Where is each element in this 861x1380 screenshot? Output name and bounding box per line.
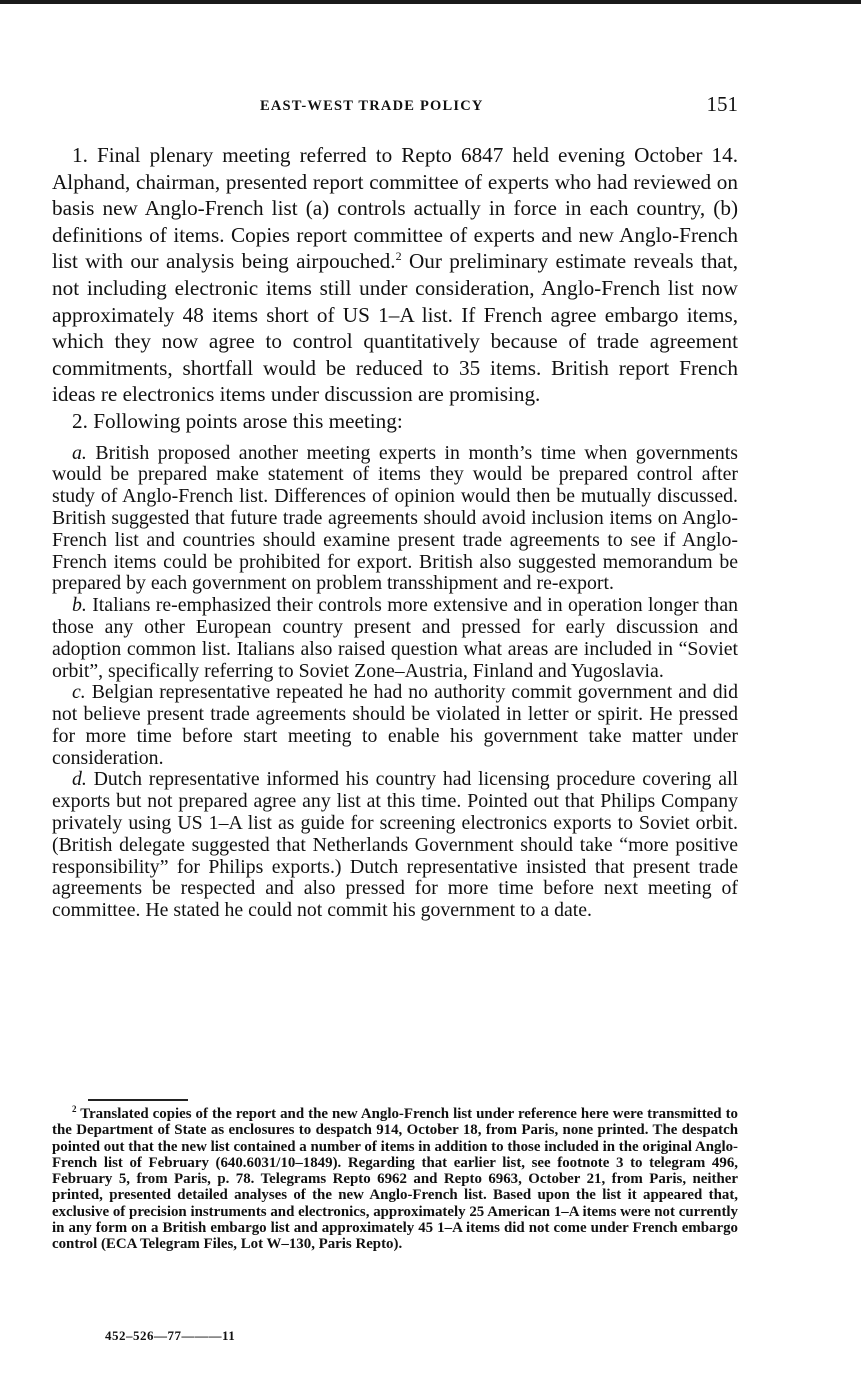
footnote [52, 1106, 738, 1253]
paragraph-1-text: 1. Final plenary meeting referred to Repto 6847 held evening October 14. Alphand, chairman, presented report committee of experts who had reviewed on basis new Anglo-French list (a) controls actually in force in each country, (b) definitions of items. Copies report committee of experts and new Anglo-French list with our analysis being airpouched. [52, 143, 738, 274]
point-a-letter: a. [72, 441, 87, 464]
footnote-divider [88, 1099, 188, 1101]
point-b-letter: b. [72, 594, 87, 617]
paragraph-2: 2. Following points arose this meeting: [72, 408, 403, 433]
top-edge-rule [0, 0, 861, 4]
paragraph-1 [52, 142, 738, 408]
paragraph-1-continued: Our preliminary estimate reveals that, not including electronic items still under consideration, Anglo-French list now approximately 48 items short of US 1–A list. If French agree embargo items, which they now agree to control quantitatively because of trade agreement commitments, shortfall would be reduced to 35 items. British report French ideas re electronics items under discussion are promising. [52, 249, 738, 407]
print-code: 452–526—77———11 [105, 1328, 236, 1343]
footnote-text: Translated copies of the report and the new Anglo-French list under reference here were transmitted to the Department of State as enclosures to despatch 914, October 18, from Paris, none printed. The despatch pointed out that the new list contained a number of items in addition to those included in the original Anglo-French list of February (640.6031/10–1849). Regarding that earlier list, see footnote 3 to telegram 496, February 5, from Paris, p. 78. Telegrams Repto 6962 and Repto 6963, October 21, from Paris, neither printed, presented detailed analyses of the new Anglo-French list. Based upon the list it appeared that, exclusive of precision instruments and electronics, approximately 25 American 1–A items were not currently in any form on a British embargo list and approximately 45 1–A items did not come under French embargo control (ECA Telegram Files, Lot W–130, Paris Repto). [52, 1106, 738, 1253]
running-head [52, 92, 738, 122]
main-text [52, 142, 738, 922]
running-title: EAST-WEST TRADE POLICY [260, 98, 484, 114]
point-a-text: British proposed another meeting experts in month’s time when governments would be prepared make statement of items they would be prepared control after study of Anglo-French list. Differences of opinion would then be mutually discussed. British suggested that future trade agreements should avoid inclusion items on Anglo-French list and countries should examine present trade agreements to see if Anglo-French items could be prohibited for export. British also suggested memorandum be prepared by each government on problem transshipment and re-export. [52, 441, 738, 595]
point-d-text: Dutch representative informed his country had licensing procedure covering all exports but not prepared agree any list at this time. Pointed out that Philips Company privately using US 1–A list as guide for screening electronics exports to Soviet orbit. (British delegate suggested that Netherlands Government should take “more positive responsibility” for Philips exports.) Dutch representative insisted that present trade agreements be respected and also pressed for more time before next meeting of committee. He stated he could not commit his government to a date. [52, 768, 738, 922]
point-c-text: Belgian representative repeated he had no authority commit government and did not believe present trade agreements should be violated in letter or spirit. He pressed for more time before start meeting to enable his government take matter under consideration. [52, 681, 738, 769]
point-c [52, 682, 738, 769]
point-d [52, 769, 738, 922]
footnote-reference: 2 [395, 249, 402, 264]
page-number: 151 [706, 92, 738, 116]
point-c-letter: c. [72, 681, 86, 704]
point-a [52, 443, 738, 596]
point-b-text: Italians re-emphasized their controls more extensive and in operation longer than those any other European country present and pressed for early discussion and adoption common list. Italians also raised question what areas are included in “Soviet orbit”, specifically referring to Soviet Zone–Austria, Finland and Yugoslavia. [52, 594, 738, 682]
point-b [52, 595, 738, 682]
footnote-marker: 2 [72, 1104, 77, 1115]
point-d-letter: d. [72, 768, 87, 791]
